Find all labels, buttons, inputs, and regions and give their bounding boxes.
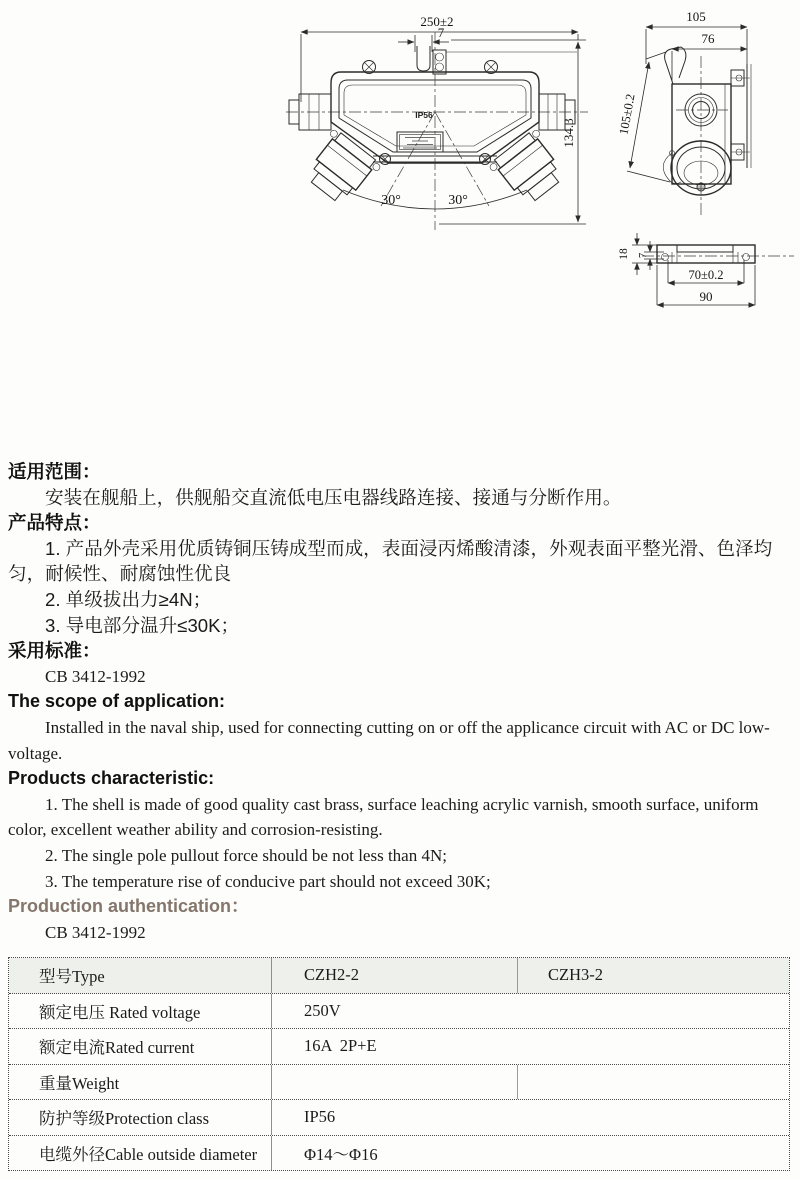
row-value-2 — [517, 1065, 789, 1100]
table-row-rated-voltage — [9, 994, 789, 1030]
table-row-type — [9, 958, 789, 994]
cn-features-heading: 产品特点： — [8, 512, 101, 534]
angle-label-left: 30° — [381, 193, 401, 208]
side-dim-overall-depth — [646, 9, 747, 72]
mounting-plate-drawing — [596, 226, 800, 318]
front-dim-top-slot — [398, 25, 449, 52]
side-body — [672, 84, 731, 184]
dim-label-18: 18 — [618, 248, 630, 260]
row-value: Φ14～Φ16 — [271, 1136, 789, 1171]
dim-label-250: 250±2 — [420, 14, 454, 29]
en-characteristic-3: 3. The temperature rise of conducive part should not exceed 30K; — [45, 871, 491, 891]
spec-table — [8, 957, 790, 1171]
dim-label-76: 76 — [701, 31, 715, 46]
cn-scope-body: 安装在舰船上，供舰船交直流低电压电器线路连接、接通与分断作用。 — [45, 486, 622, 508]
plate-body — [642, 245, 794, 263]
dim-label-7-plate: 7 — [638, 252, 649, 259]
en-authentication-heading: Production authentication： — [8, 896, 249, 917]
side-mounting-flange — [731, 64, 751, 168]
row-label: 防护等级Protection class — [39, 1109, 210, 1129]
en-authentication-value: CB 3412-1992 — [45, 922, 146, 942]
row-label: 重量Weight — [39, 1073, 120, 1093]
en-characteristic-heading: Products characteristic: — [8, 768, 215, 789]
dim-label-90: 90 — [699, 289, 713, 304]
side-dim-body-depth — [672, 31, 747, 82]
front-left-socket — [299, 128, 382, 210]
table-row-rated-current — [9, 1029, 789, 1065]
cn-feature-2: 2. 单级拔出力≥4N； — [45, 588, 212, 610]
row-label: 型号Type — [39, 967, 105, 987]
row-value-czh2: CZH2-2 — [271, 958, 517, 993]
ip56-marking: IP56 — [415, 110, 433, 120]
en-characteristic-2: 2. The single pole pullout force should be not less than 4N; — [45, 845, 447, 865]
row-value: IP56 — [271, 1100, 789, 1135]
cn-standard-value: CB 3412-1992 — [45, 666, 146, 686]
table-row-protection-class — [9, 1100, 789, 1136]
text-sections — [8, 459, 792, 945]
row-value-czh3: CZH3-2 — [517, 958, 789, 993]
row-label: 额定电流Rated current — [39, 1038, 195, 1058]
side-socket-cover — [663, 141, 731, 195]
angle-label-right: 30° — [448, 193, 468, 208]
dim-label-7-top: 7 — [437, 25, 445, 40]
dim-label-134: 134.3 — [561, 118, 576, 148]
cn-scope-heading: 适用范围： — [8, 461, 101, 482]
side-hook-bracket — [665, 47, 686, 84]
en-characteristic-1: 1. The shell is made of good quality cast brass, surface leaching acrylic varnish, smooth surface, uniform color, excellent weather ability and corrosion-resisting. — [8, 794, 759, 840]
dim-label-105: 105 — [686, 9, 706, 24]
front-view-drawing — [281, 6, 593, 234]
side-dim-height — [617, 52, 670, 182]
side-cable-entry — [676, 56, 728, 218]
cn-feature-3: 3. 导电部分温升≤30K； — [45, 614, 240, 636]
dim-label-70: 70±0.2 — [688, 268, 724, 282]
cn-standard-heading: 采用标准： — [8, 640, 101, 662]
en-scope-body: Installed in the naval ship, used for connecting cutting on or off the applicance circuit with AC or DC low-voltage. — [8, 717, 770, 763]
row-value — [271, 1065, 517, 1100]
cn-feature-1: 1. 产品外壳采用优质铸铜压铸成型而成，表面浸丙烯酸清漆，外观表面平整光滑、色泽均匀，耐候性、耐腐蚀性优良 — [8, 537, 773, 585]
row-label: 电缆外径Cable outside diameter — [39, 1144, 258, 1164]
en-scope-heading: The scope of application: — [8, 691, 226, 712]
dim-label-105-02: 105±0.2 — [616, 92, 638, 136]
front-nameplate — [397, 132, 443, 152]
table-row-cable-diameter — [9, 1136, 789, 1171]
row-value: 250V — [271, 994, 789, 1029]
row-value: 16A 2P+E — [271, 1029, 789, 1064]
row-label: 额定电压 Rated voltage — [39, 1002, 201, 1022]
table-row-weight — [9, 1065, 789, 1101]
front-right-socket — [488, 128, 571, 210]
side-view-drawing — [592, 6, 800, 232]
